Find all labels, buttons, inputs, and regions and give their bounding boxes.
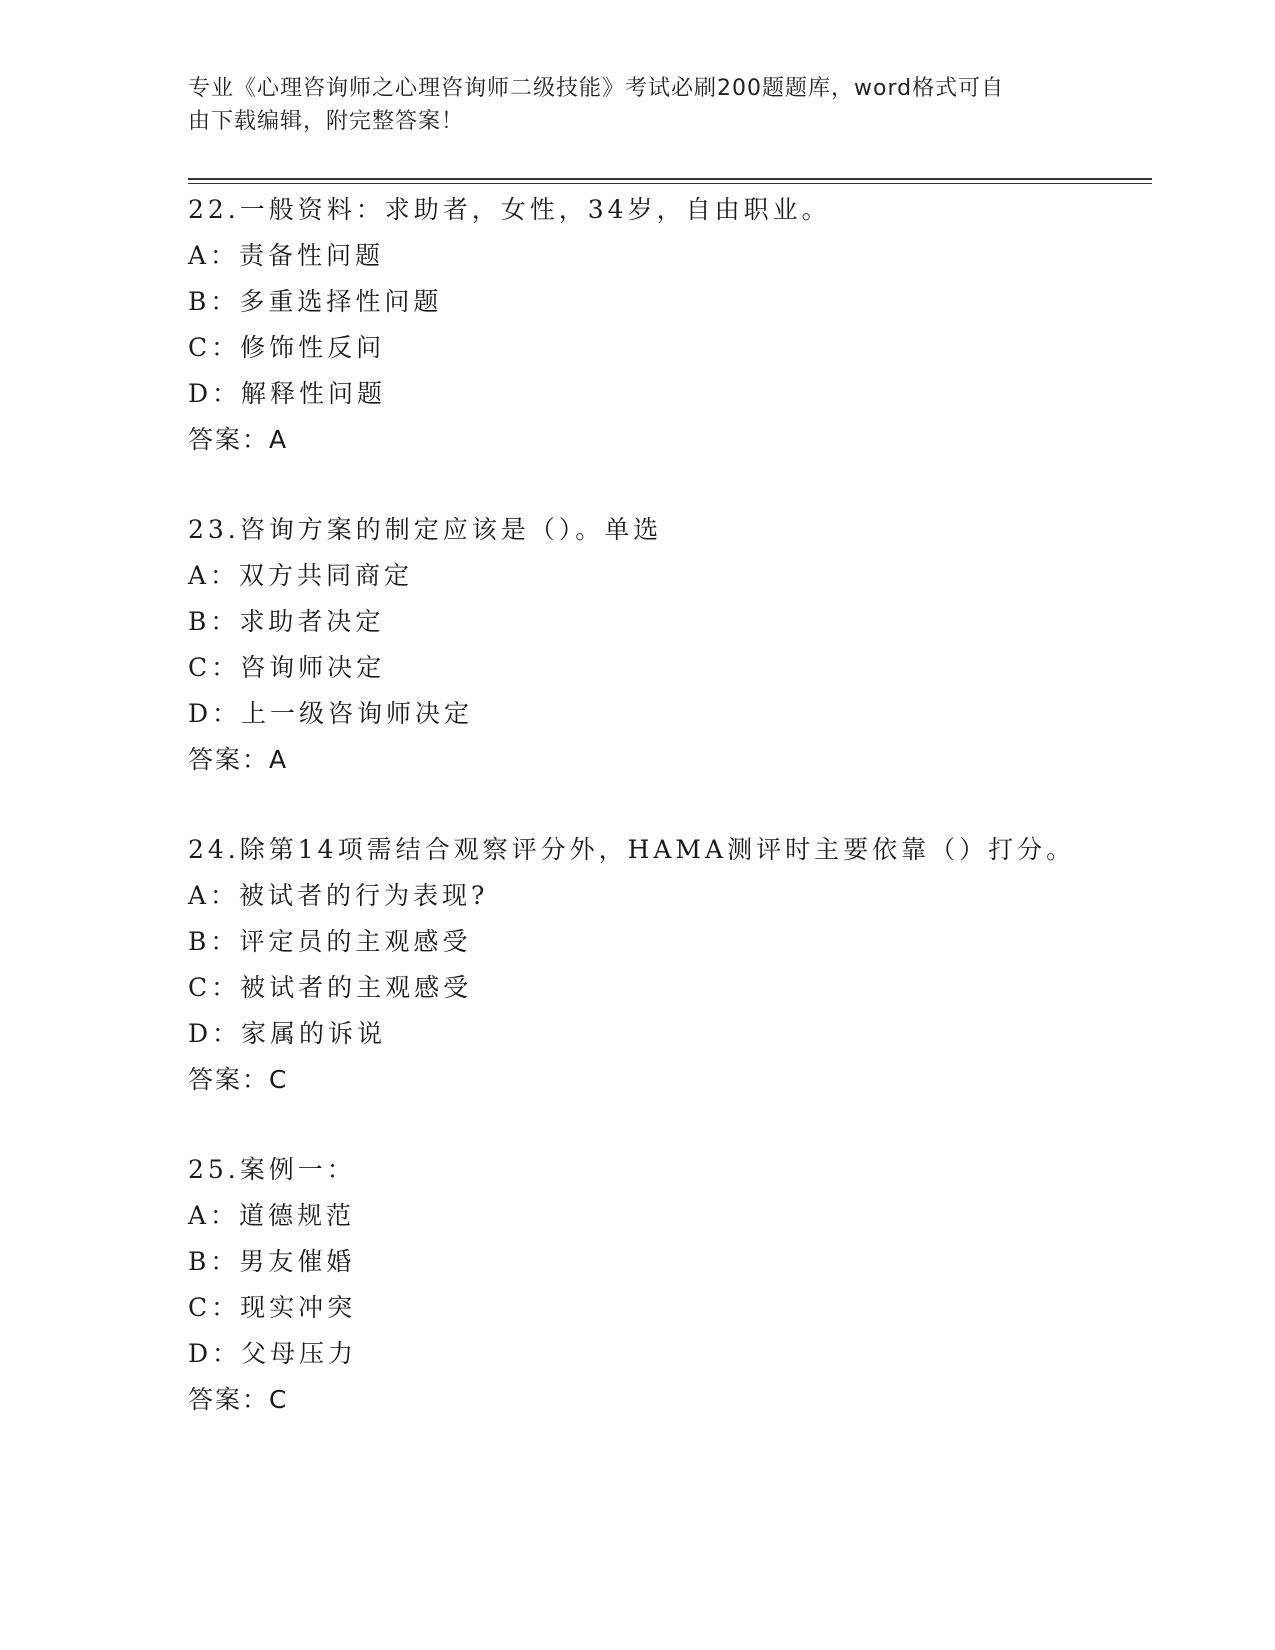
option-c: C：修饰性反问 [188,333,386,362]
question-24 [188,827,1148,1103]
header-line-1: 专业《心理咨询师之心理咨询师二级技能》考试必刷200题题库，word格式可自 [188,76,1005,101]
answer-line: 答案：A [188,745,289,774]
option-c: C：咨询师决定 [188,653,386,682]
option-c: C：被试者的主观感受 [188,973,473,1002]
document-header [188,72,1068,138]
option-c: C：现实冲突 [188,1293,357,1322]
option-a: A：被试者的行为表现? [188,881,489,910]
header-divider-thin [188,183,1152,184]
question-22 [188,187,1148,463]
answer-line: 答案：A [188,425,289,454]
option-d: D：父母压力 [188,1339,358,1368]
question-stem: 24.除第14项需结合观察评分外，HAMA测评时主要依靠（）打分。 [188,835,1076,864]
option-d: D：上一级咨询师决定 [188,699,474,728]
header-line-2: 由下载编辑，附完整答案！ [188,109,465,134]
option-b: B：评定员的主观感受 [188,927,472,956]
question-stem: 23.咨询方案的制定应该是（）。单选 [188,515,663,544]
question-23 [188,507,1148,783]
header-divider-thick [188,178,1152,180]
option-d: D：解释性问题 [188,379,387,408]
option-a: A：双方共同商定 [188,561,414,590]
option-b: B：多重选择性问题 [188,287,443,316]
question-stem: 25.案例一： [188,1155,356,1184]
option-a: A：道德规范 [188,1201,356,1230]
option-b: B：求助者决定 [188,607,385,636]
option-d: D：家属的诉说 [188,1019,387,1048]
option-a: A：责备性问题 [188,241,385,270]
question-25 [188,1147,1148,1423]
question-stem: 22.一般资料：求助者，女性，34岁，自由职业。 [188,195,831,224]
answer-line: 答案：C [188,1385,289,1414]
option-b: B：男友催婚 [188,1247,356,1276]
answer-line: 答案：C [188,1065,289,1094]
